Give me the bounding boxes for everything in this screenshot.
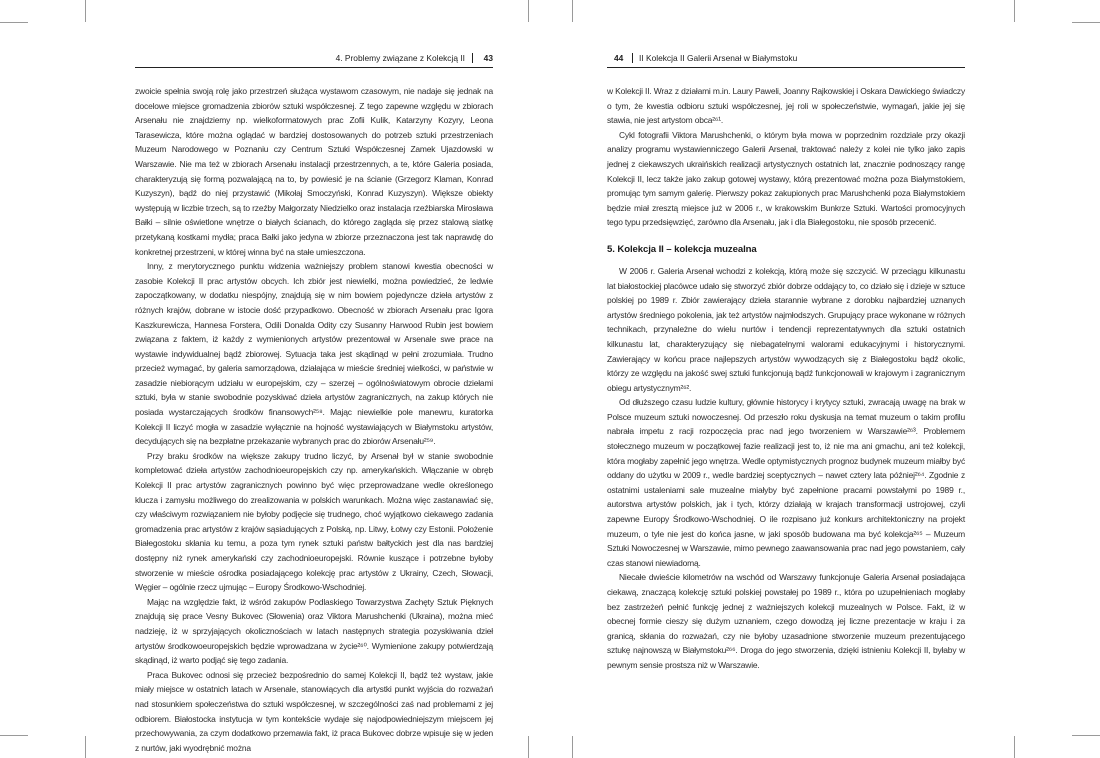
header-divider — [472, 53, 473, 63]
paragraph: w Kolekcji II. Wraz z działami m.in. Laury Paweli, Joanny Rajkowskiej i Oskara Dawickiego świadczy o tym, że kwestia odbioru sztuki współczesnej, jej roli w społeczeństwie, wymagań, jakie jej się stawia, nie jest artystom obca²⁶¹. — [607, 86, 965, 126]
running-head: II Kolekcja II Galerii Arsenał w Białymstoku — [639, 53, 798, 63]
header-divider — [632, 53, 633, 63]
crop-mark — [528, 0, 529, 22]
crop-mark — [85, 0, 86, 22]
paragraph: Mając na względzie fakt, iż wśród zakupów Podlaskiego Towarzystwa Zachęty Sztuk Pięknych znajdują się prace Vesny Bukovec (Słowenia) oraz Viktora Marushchenki (Ukraina), można mieć nadzieję, iż w sprzyjających okolicznościach w latach następnych strategia pozyskiwania dzieł artystów środkowoeuropejskich będzie wprowadzana w życie²⁶⁰. Wymienione zakupy potwierdzają skądinąd, iż warto podjąć się tego zadania. — [135, 596, 493, 666]
right-page — [607, 0, 965, 758]
page-number: 43 — [483, 53, 493, 63]
left-page-body — [135, 84, 493, 755]
crop-mark — [0, 735, 28, 736]
paragraph: Niecałe dwieście kilometrów na wschód od Warszawy funkcjonuje Galeria Arsenał posiadająca ciekawą, znaczącą kolekcję sztuki polskiej powstałej po 1989 r., która po uzupełnieniach mogłaby bez zastrzeżeń pełnić funkcję jednej z ważniejszych kolekcji muzealnych w Polsce. Fakt, iż w obecnej formie cieszy się dużym uznaniem, czego dowodzą jej liczne prezentacje w kraju i za granicą, skłania do rozważań, czy nie byłoby uzasadnione stworzenie muzeum prezentującego sztukę najnowszą w Białymstoku²⁶⁶. Droga do jego stworzenia, dzięki istnieniu Kolekcji II, byłaby w pewnym sensie prostsza niż w Warszawie. — [607, 572, 965, 670]
paragraph: zwoicie spełnia swoją rolę jako przestrzeń służąca wystawom czasowym, nie nadaje się jednak na docelowe miejsce gromadzenia zbiorów sztuki współczesnej. Z tego zapewne względu w zbiorach Arsenału nie znajdziemy np. wielkoformatowych prac Zofii Kulik, Katarzyny Kozyry, Leona Tarasewicza, które można oglądać w bardziej dostosowanych do potrzeb sztuki przestrzeniach Muzeum Narodowego w Poznaniu czy Centrum Sztuki Współczesnej Zamek Ujazdowski w Warszawie. Nie ma też w zbiorach Arsenału instalacji przestrzennych, a te, które Galeria posiada, charakteryzują się formą pozwalającą na to, by powiesić je na ścianie (Grzegorz Klaman, Konrad Kuzyszyn), bądź do niej przystawić (Mikołaj Smoczyński, Konrad Kuzyszyn). Większe obiekty występują w liczbie trzech, są to rzeźby Małgorzaty Niedzielko oraz instalacja rzeźbiarska Mirosława Bałki – silnie oświetlone wnętrze o białych ścianach, do którego zagląda się przez stalową siatkę przetykaną kostkami mydła; praca Bałki jako jedyna w zbiorze przeznaczona jest tak naprawdę do konkretnej przestrzeni, w której winna być na stałe umieszczona. — [135, 86, 493, 257]
page-number: 44 — [614, 53, 624, 63]
crop-mark — [1014, 736, 1015, 758]
crop-mark — [572, 0, 573, 22]
running-head: 4. Problemy związane z Kolekcją II — [335, 53, 465, 63]
crop-mark — [1014, 0, 1015, 22]
header-rule — [135, 67, 493, 68]
left-page-header — [135, 50, 493, 66]
crop-mark — [572, 736, 573, 758]
paragraph: Przy braku środków na większe zakupy trudno liczyć, by Arsenał był w stanie swobodnie kompletować dzieła artystów zachodnioeuropejskich czy np. amerykańskich. Włączanie w obręb Kolekcji II prac artystów zagranicznych powinno być więc przeprowadzane wedle określonego klucza i zamysłu możliwego do zrealizowania w polskich warunkach. Można więc zastanawiać się, czy właściwym rozwiązaniem nie byłoby podjęcie się trudnego, choć wyjątkowo ciekawego zadania gromadzenia prac artystów z krajów sąsiadujących z Polską, np. Litwy, Łotwy czy Estonii. Położenie Białegostoku skłania ku temu, a poza tym rynek sztuki państw bałtyckich jest dla nas bardziej dostępny niż rynek amerykański czy zachodnioeuropejski. Równie kuszące i potrzebne byłoby stworzenie w mieście ośrodka posiadającego kolekcję prac artystów z Ukrainy, Czech, Słowacji, Węgier – ogólnie rzecz ujmując – Europy Środkowo-Wschodniej. — [135, 450, 493, 593]
crop-mark — [0, 22, 28, 23]
paragraph: W 2006 r. Galeria Arsenał wchodzi z kolekcją, którą może się szczycić. W przeciągu kilkunastu lat białostockiej placówce udało się stworzyć zbiór dobrze oddający to, co działo się i dzieje w sztuce polskiej po 1989 r. Zbiór zawierający dzieła starannie wybrane z dorobku najbardziej uznanych artystów średniego pokolenia, jak też artystów najmłodszych. Grupujący prace wykonane w różnych technikach, przynależne do wielu nurtów i tendencji reprezentatywnych dla sztuki ostatnich kilkunastu lat, charakteryzujący się niebagatelnymi walorami edukacyjnymi i historycznymi. Zawierający w końcu prace najlepszych artystów wywodzących się z Białegostoku bądź okolic, którzy ze względu na jakość swej sztuki funkcjonują bądź funkcjonowali w krajowym i zagranicznym obiegu artystycznym²⁶². — [607, 265, 965, 393]
crop-mark — [85, 736, 86, 758]
paragraph: Praca Bukovec odnosi się przecież bezpośrednio do samej Kolekcji II, bądź też wystaw, jakie miały miejsce w ostatnich latach w Arsenale, stanowiących dla artystki punkt wyjścia do rozważań nad stosunkiem społeczeństwa do sztuki współczesnej, w szczególności zaś nad problemami z jej odbiorem. Białostocka instytucja w tym kontekście wydaje się najodpowiedniejszym miejscem jej przechowywania, za czym dodatkowo przemawia fakt, iż praca Bukovec dobrze wpisuje się w jeden z nurtów, jaki wyodrębnić można — [135, 669, 493, 753]
paragraph: Inny, z merytorycznego punktu widzenia ważniejszy problem stanowi kwestia obecności w zasobie Kolekcji II prac artystów obcych. Ich zbiór jest niewielki, można powiedzieć, że ledwie zapoczątkowany, w dodatku niespójny, znajdują się w nim bowiem pojedyncze dzieła artystów z różnych krajów, dobrane w istocie dość przypadkowo. Obecność w zbiorach Arsenału prac Igora Kaszkurewicza, Hannesa Forstera, Odili Donalda Odity czy Susanny Harwood Rubin jest bowiem związana z faktem, iż każdy z wymienionych artystów prezentował w Arsenale swe prace na wystawie indywidualnej bądź zbiorowej. Sytuacja taka jest skądinąd w pełni zrozumiała. Trudno przecież wymagać, by galeria samorządowa, działająca w mieście średniej wielkości, w państwie w zasadzie niebiorącym udziału w europejskim, czy – szerzej – ogólnoświatowym obrocie dziełami sztuki, była w stanie swobodnie pozyskiwać dzieła artystów zagranicznych, na zakup których nie posiada wystarczających środków finansowych²⁵⁸. Mając niewielkie pole manewru, kuratorka Kolekcji II liczyć mogła w zasadzie wyłącznie na hojność wystawiających w Białymstoku artystów, decydujących się na bezpłatne przekazanie wybranych prac do zbiorów Arsenału²⁵⁹. — [135, 261, 493, 447]
header-rule — [607, 67, 965, 68]
right-page-header — [607, 50, 965, 66]
right-page-body — [607, 84, 965, 673]
section-heading: 5. Kolekcja II – kolekcja muzealna — [607, 243, 757, 255]
left-page — [135, 0, 493, 758]
paragraph: Cykl fotografii Viktora Marushchenki, o którym była mowa w poprzednim rozdziale przy okazji analizy programu wystawienniczego Galerii Arsenał, traktować należy z kolei nie tylko jako zapis jednej z ciekawszych ukraińskich realizacji artystycznych ostatnich lat, znacznie podnoszący rangę Kolekcji II, lecz także jako zakup gotowej wystawy, którą prezentować można poza Białymstokiem, promując tym samym galerię. Pierwszy pokaz zakupionych prac Marushchenki poza Białymstokiem będzie miał zresztą miejsce już w 2006 r., w krakowskim Bunkrze Sztuki. Wartości promocyjnych tego typu przedsięwzięć, zarówno dla Arsenału, jak i dla Białegostoku, nie sposób przecenić. — [607, 129, 965, 228]
crop-mark — [1072, 735, 1100, 736]
paragraph: Od dłuższego czasu ludzie kultury, głównie historycy i krytycy sztuki, zwracają uwagę na brak w Polsce muzeum sztuki nowoczesnej. Od przeszło roku dyskusja na temat muzeum o takim profilu nabrała impetu z racji rozpoczęcia prac nad jego tworzeniem w Warszawie²⁶³. Problemem stołecznego muzeum w początkowej fazie realizacji jest to, iż nie ma ani gmachu, ani też kolekcji, która mogłaby zapełnić jego wnętrza. Wedle optymistycznych prognoz budynek muzeum miałby być oddany do użytku w 2009 r., wedle bardziej sceptycznych – nawet cztery lata później²⁶⁴. Zgodnie z ostatnimi ustaleniami sale muzealne miałyby być zapełnione pracami powstałymi po 1989 r., autorstwa artystów polskich, jak i tych, którzy działają w krajach transformacji ustrojowej, czyli zapewne Europy Środkowo-Wschodniej. O ile rozpisano już konkurs architektoniczny na projekt muzeum, o tyle nie jest do końca jasne, w jaki sposób budowana ma być kolekcja²⁶⁵ – Muzeum Sztuki Nowoczesnej w Warszawie, mimo pewnego zaawansowania prac nad jego powstaniem, cały czas stanowi niewiadomą. — [607, 397, 965, 568]
crop-mark — [1072, 22, 1100, 23]
crop-mark — [528, 736, 529, 758]
